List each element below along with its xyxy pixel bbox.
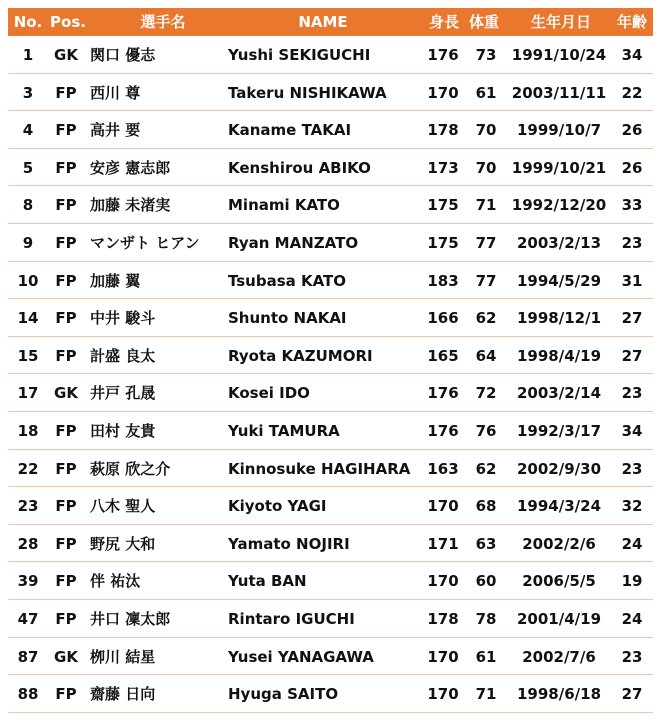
player-no: 17 — [17, 384, 39, 403]
player-jp-name: 安彦 憲志郎 — [90, 158, 171, 177]
player-name: Kosei IDO — [228, 384, 310, 403]
player-pos: GK — [54, 384, 78, 403]
player-weight: 78 — [475, 609, 497, 628]
player-pos: FP — [55, 572, 77, 591]
player-weight: 62 — [475, 459, 497, 478]
table-row — [8, 299, 653, 337]
player-no: 1 — [22, 46, 34, 64]
player-age: 23 — [621, 459, 643, 478]
player-no: 8 — [22, 196, 34, 215]
player-name: Yusei YANAGAWA — [228, 647, 374, 666]
player-no: 28 — [17, 534, 39, 553]
player-height: 166 — [427, 309, 459, 328]
player-jp-name: 田村 友貴 — [90, 421, 156, 440]
player-birth: 2002/9/30 — [516, 459, 602, 478]
player-no: 18 — [17, 421, 39, 440]
player-weight: 73 — [475, 46, 497, 64]
player-weight: 62 — [475, 309, 497, 328]
player-name: Kinnosuke HAGIHARA — [228, 459, 411, 478]
player-height: 176 — [427, 384, 459, 403]
player-weight: 71 — [475, 685, 497, 704]
player-age: 24 — [621, 609, 643, 628]
player-age: 27 — [621, 309, 643, 328]
player-pos: FP — [55, 459, 77, 478]
table-row — [8, 224, 653, 262]
player-birth: 2003/2/13 — [516, 233, 602, 252]
player-name: Yamato NOJIRI — [228, 534, 350, 553]
player-height: 175 — [427, 233, 459, 252]
player-name: Tsubasa KATO — [228, 271, 347, 290]
player-age: 31 — [621, 271, 643, 290]
player-no: 14 — [17, 309, 39, 328]
player-height: 176 — [427, 46, 459, 64]
table-row — [8, 374, 653, 412]
player-age: 22 — [621, 83, 643, 102]
player-age: 23 — [621, 384, 643, 403]
header-age: 年齢 — [616, 13, 647, 31]
player-jp-name: 栁川 結星 — [90, 647, 156, 666]
player-weight: 71 — [475, 196, 497, 215]
player-no: 47 — [17, 609, 39, 628]
player-pos: FP — [55, 685, 77, 704]
player-age: 26 — [621, 121, 643, 140]
player-name: Takeru NISHIKAWA — [228, 83, 387, 102]
player-name: Hyuga SAITO — [228, 685, 339, 704]
player-pos: GK — [54, 46, 78, 64]
player-weight: 61 — [475, 647, 497, 666]
player-name: Shunto NAKAI — [228, 309, 347, 328]
player-birth: 1999/10/21 — [511, 158, 607, 177]
player-name: Yuta BAN — [228, 572, 307, 591]
player-weight: 64 — [475, 346, 497, 365]
player-height: 178 — [427, 121, 459, 140]
player-birth: 1992/12/20 — [511, 196, 607, 215]
player-birth: 2002/2/6 — [522, 534, 596, 553]
player-no: 87 — [17, 647, 39, 666]
table-row — [8, 186, 653, 224]
player-jp-name: 萩原 欣之介 — [90, 459, 171, 478]
header-birth: 生年月日 — [530, 13, 591, 31]
player-pos: FP — [55, 346, 77, 365]
player-birth: 2002/7/6 — [522, 647, 596, 666]
player-jp-name: マンザト ヒアン — [90, 233, 200, 252]
player-weight: 60 — [475, 572, 497, 591]
player-pos: FP — [55, 83, 77, 102]
player-birth: 2006/5/5 — [522, 572, 596, 591]
player-name: Rintaro IGUCHI — [228, 609, 355, 628]
player-weight: 70 — [475, 121, 497, 140]
player-jp-name: 野尻 大和 — [90, 534, 156, 553]
player-name: Ryota KAZUMORI — [228, 346, 373, 365]
player-jp-name: 齋藤 日向 — [90, 685, 156, 704]
player-name: Yushi SEKIGUCHI — [228, 46, 371, 64]
player-no: 9 — [22, 233, 34, 252]
player-birth: 1999/10/7 — [516, 121, 602, 140]
table-row — [8, 600, 653, 638]
player-age: 24 — [621, 534, 643, 553]
player-height: 173 — [427, 158, 459, 177]
table-row — [8, 638, 653, 676]
player-birth: 1998/6/18 — [516, 685, 602, 704]
player-birth: 2001/4/19 — [516, 609, 602, 628]
table-row — [8, 525, 653, 563]
table-row — [8, 675, 653, 713]
table-header — [8, 8, 653, 36]
table-row — [8, 111, 653, 149]
player-height: 170 — [427, 647, 459, 666]
player-age: 27 — [621, 685, 643, 704]
table-row — [8, 74, 653, 112]
header-height: 身長 — [428, 13, 459, 31]
player-name: Yuki TAMURA — [228, 421, 340, 440]
player-no: 15 — [17, 346, 39, 365]
header-pos: Pos. — [50, 13, 86, 31]
header-name: NAME — [298, 13, 348, 31]
player-height: 183 — [427, 271, 459, 290]
player-jp-name: 加藤 翼 — [90, 271, 141, 290]
player-pos: FP — [55, 233, 77, 252]
player-no: 23 — [17, 497, 39, 516]
player-pos: GK — [54, 647, 78, 666]
player-weight: 68 — [475, 497, 497, 516]
player-birth: 2003/11/11 — [511, 83, 607, 102]
player-age: 27 — [621, 346, 643, 365]
table-row — [8, 412, 653, 450]
player-no: 3 — [22, 83, 34, 102]
player-name: Kiyoto YAGI — [228, 497, 327, 516]
player-height: 163 — [427, 459, 459, 478]
player-age: 23 — [621, 233, 643, 252]
player-age: 34 — [621, 421, 643, 440]
player-pos: FP — [55, 609, 77, 628]
player-age: 33 — [621, 196, 643, 215]
player-jp-name: 伴 祐汰 — [90, 572, 141, 591]
player-weight: 70 — [475, 158, 497, 177]
player-name: Kenshirou ABIKO — [228, 158, 371, 177]
player-height: 178 — [427, 609, 459, 628]
player-height: 176 — [427, 421, 459, 440]
player-pos: FP — [55, 271, 77, 290]
table-row — [8, 487, 653, 525]
player-height: 165 — [427, 346, 459, 365]
player-name: Ryan MANZATO — [228, 233, 359, 252]
player-height: 170 — [427, 685, 459, 704]
player-birth: 2003/2/14 — [516, 384, 602, 403]
player-weight: 63 — [475, 534, 497, 553]
table-row — [8, 36, 653, 74]
table-row — [8, 262, 653, 300]
player-birth: 1998/4/19 — [516, 346, 602, 365]
player-no: 10 — [17, 271, 39, 290]
player-height: 170 — [427, 572, 459, 591]
player-height: 171 — [427, 534, 459, 553]
player-pos: FP — [55, 421, 77, 440]
table-row — [8, 337, 653, 375]
header-jp-name: 選手名 — [140, 13, 186, 31]
player-birth: 1992/3/17 — [516, 421, 602, 440]
player-jp-name: 八木 聖人 — [90, 497, 156, 516]
player-pos: FP — [55, 158, 77, 177]
player-age: 26 — [621, 158, 643, 177]
player-no: 39 — [17, 572, 39, 591]
player-pos: FP — [55, 196, 77, 215]
player-jp-name: 加藤 未渚実 — [90, 196, 171, 215]
player-weight: 61 — [475, 83, 497, 102]
player-birth: 1998/12/1 — [516, 309, 602, 328]
player-height: 170 — [427, 497, 459, 516]
player-age: 34 — [621, 46, 643, 64]
player-no: 5 — [22, 158, 34, 177]
player-pos: FP — [55, 497, 77, 516]
player-age: 19 — [621, 572, 643, 591]
player-pos: FP — [55, 309, 77, 328]
player-no: 88 — [17, 685, 39, 704]
player-weight: 76 — [475, 421, 497, 440]
table-row — [8, 562, 653, 600]
player-height: 170 — [427, 83, 459, 102]
header-no: No. — [13, 13, 43, 31]
player-height: 175 — [427, 196, 459, 215]
player-weight: 77 — [475, 233, 497, 252]
player-no: 22 — [17, 459, 39, 478]
player-pos: FP — [55, 121, 77, 140]
player-pos: FP — [55, 534, 77, 553]
player-weight: 77 — [475, 271, 497, 290]
player-birth: 1991/10/24 — [511, 46, 607, 64]
table-body — [8, 36, 653, 713]
player-jp-name: 関口 優志 — [90, 46, 156, 64]
player-jp-name: 高井 要 — [90, 121, 141, 140]
table-row — [8, 450, 653, 488]
header-weight: 体重 — [468, 13, 499, 31]
player-age: 32 — [621, 497, 643, 516]
player-jp-name: 中井 駿斗 — [90, 309, 156, 328]
player-jp-name: 井戸 孔晟 — [90, 384, 156, 403]
player-age: 23 — [621, 647, 643, 666]
player-birth: 1994/5/29 — [516, 271, 602, 290]
player-name: Minami KATO — [228, 196, 340, 215]
table-row — [8, 149, 653, 187]
player-jp-name: 計盛 良太 — [90, 346, 156, 365]
player-jp-name: 西川 尊 — [90, 83, 141, 102]
player-jp-name: 井口 凜太郎 — [90, 609, 171, 628]
player-no: 4 — [22, 121, 34, 140]
player-weight: 72 — [475, 384, 497, 403]
player-name: Kaname TAKAI — [228, 121, 352, 140]
player-birth: 1994/3/24 — [516, 497, 602, 516]
